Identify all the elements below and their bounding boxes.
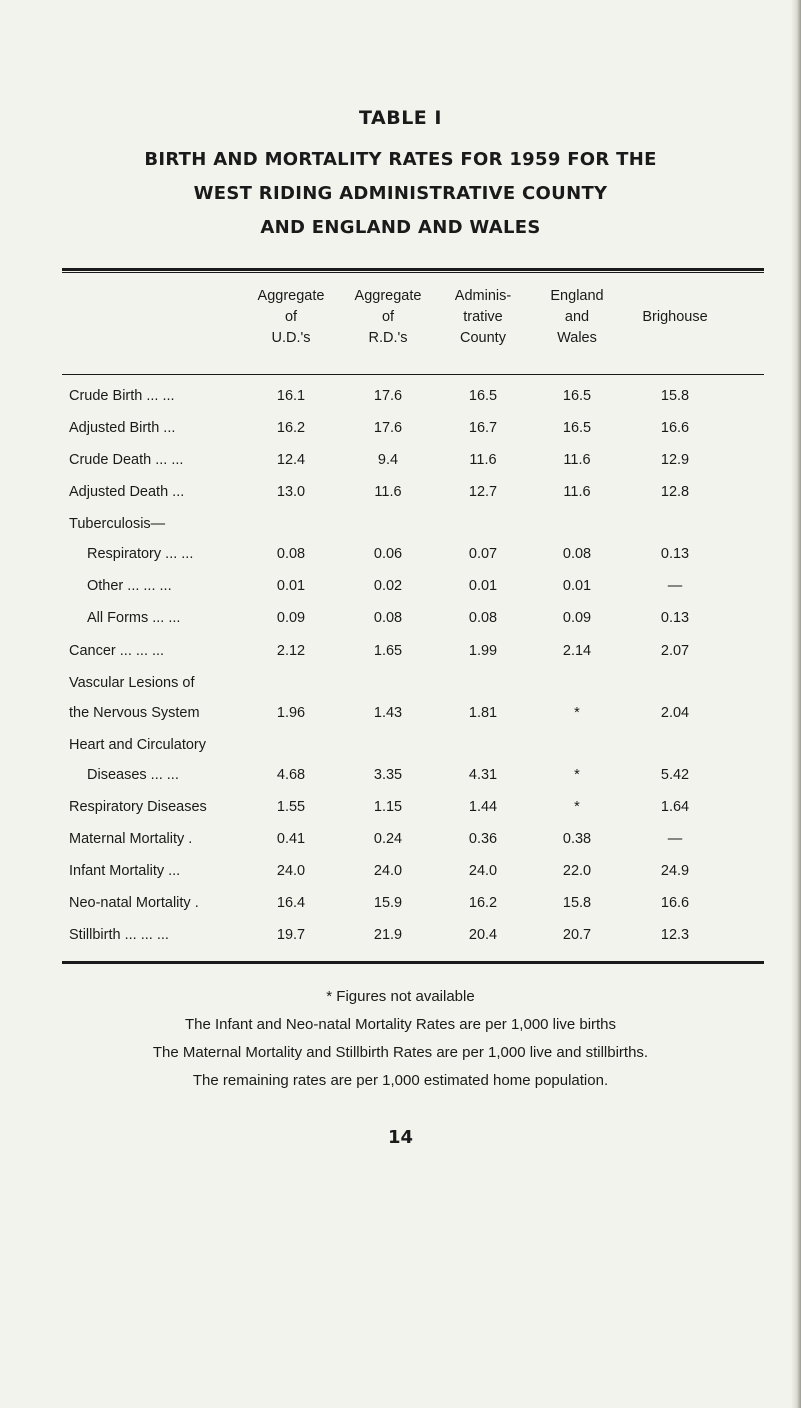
- table-cell: 16.5: [562, 420, 592, 436]
- table-cell: 12.8: [660, 484, 690, 500]
- table-cell: 11.6: [374, 484, 402, 500]
- table-cell: 12.4: [276, 452, 306, 468]
- table-cell: 15.8: [660, 388, 690, 404]
- row-label: Respiratory Diseases: [69, 799, 207, 815]
- row-label: Diseases ... ...: [87, 767, 179, 783]
- table-cell: 0.01: [562, 578, 592, 594]
- table-heading-line-1: BIRTH AND MORTALITY RATES FOR 1959 FOR THE: [144, 149, 657, 170]
- column-header-line: trative: [463, 309, 503, 325]
- table-cell: 5.42: [660, 767, 690, 783]
- table-cell: 16.6: [660, 420, 690, 436]
- column-header-1: [241, 286, 341, 349]
- table-cell: 0.07: [468, 546, 498, 562]
- table-cell: 24.9: [660, 863, 690, 879]
- table-cell: 21.9: [373, 927, 403, 943]
- table-row: [0, 610, 801, 632]
- table-cell: 24.0: [468, 863, 498, 879]
- table-cell: 0.08: [468, 610, 498, 626]
- column-header-line: Aggregate: [257, 288, 325, 304]
- table-cell: 1.65: [373, 643, 403, 659]
- table-cell: *: [574, 799, 580, 815]
- table-cell: 16.7: [468, 420, 498, 436]
- column-header-line: England: [550, 288, 604, 304]
- table-row: [0, 831, 801, 853]
- table-cell: 2.12: [276, 643, 306, 659]
- table-cell: 12.3: [660, 927, 690, 943]
- row-label: the Nervous System: [69, 705, 200, 721]
- table-cell: 1.43: [373, 705, 403, 721]
- table-cell: 1.81: [468, 705, 498, 721]
- table-cell: 0.06: [373, 546, 403, 562]
- column-header-line: of: [381, 309, 395, 325]
- table-cell: 1.64: [660, 799, 690, 815]
- table-cell: 11.6: [469, 452, 497, 468]
- table-cell: 16.2: [276, 420, 306, 436]
- header-divider-rule: [62, 374, 764, 375]
- table-cell: 0.41: [276, 831, 306, 847]
- table-cell: 0.13: [660, 546, 690, 562]
- column-header-line: County: [460, 330, 506, 346]
- table-cell: 0.36: [468, 831, 498, 847]
- table-cell: 1.99: [468, 643, 498, 659]
- table-cell: 9.4: [377, 452, 399, 468]
- table-cell: 24.0: [373, 863, 403, 879]
- table-row: [0, 452, 801, 474]
- column-header-3: [433, 286, 533, 349]
- table-row: [0, 484, 801, 506]
- table-cell: 19.7: [276, 927, 306, 943]
- table-title-block: [0, 107, 801, 245]
- row-label: Neo-natal Mortality .: [69, 895, 199, 911]
- table-row: [0, 643, 801, 665]
- footnote-remaining-rates: The remaining rates are per 1,000 estimated home population.: [192, 1072, 609, 1089]
- table-cell: 11.6: [563, 484, 591, 500]
- footnote-maternal-rates: The Maternal Mortality and Stillbirth Rates are per 1,000 live and stillbirths.: [152, 1044, 649, 1061]
- table-cell: 12.7: [468, 484, 498, 500]
- column-header-5: [625, 286, 725, 349]
- row-label: Crude Birth ... ...: [69, 388, 175, 404]
- table-cell: 22.0: [562, 863, 592, 879]
- table-cell: 2.04: [660, 705, 690, 721]
- column-header-line: Adminis-: [454, 288, 512, 304]
- table-cell: 4.31: [468, 767, 498, 783]
- table-cell: —: [667, 831, 683, 847]
- page-number: 14: [387, 1127, 414, 1148]
- table-cell: 16.4: [276, 895, 306, 911]
- table-top-rule-thin: [62, 272, 764, 273]
- table-row: [0, 895, 801, 917]
- table-row: [0, 737, 801, 759]
- table-cell: *: [574, 705, 580, 721]
- column-header-2: [338, 286, 438, 349]
- table-cell: 16.1: [276, 388, 306, 404]
- table-cell: 2.14: [562, 643, 592, 659]
- row-label: Heart and Circulatory: [69, 737, 206, 753]
- table-row: [0, 420, 801, 442]
- table-cell: 16.5: [468, 388, 498, 404]
- table-cell: 0.08: [276, 546, 306, 562]
- row-label: Vascular Lesions of: [69, 675, 195, 691]
- table-row: [0, 767, 801, 789]
- column-header-line: U.D.'s: [271, 330, 311, 346]
- table-cell: 12.9: [660, 452, 690, 468]
- table-cell: 0.09: [276, 610, 306, 626]
- table-cell: 16.6: [660, 895, 690, 911]
- table-cell: 17.6: [373, 420, 403, 436]
- table-bottom-rule: [62, 961, 764, 964]
- footnote-infant-rates: The Infant and Neo-natal Mortality Rates are per 1,000 live births: [184, 1016, 617, 1033]
- row-label: Crude Death ... ...: [69, 452, 184, 468]
- table-cell: 0.38: [562, 831, 592, 847]
- table-cell: 0.24: [373, 831, 403, 847]
- column-header-line: R.D.'s: [368, 330, 408, 346]
- table-cell: *: [574, 767, 580, 783]
- row-label: Cancer ... ... ...: [69, 643, 165, 659]
- table-cell: 0.09: [562, 610, 592, 626]
- table-cell: 0.08: [373, 610, 403, 626]
- row-label: Adjusted Death ...: [69, 484, 185, 500]
- table-top-rule: [62, 268, 764, 271]
- table-cell: —: [667, 578, 683, 594]
- footnote-not-available: * Figures not available: [326, 988, 475, 1005]
- table-row: [0, 705, 801, 727]
- column-header-line: Wales: [557, 330, 597, 346]
- table-row: [0, 388, 801, 410]
- column-header-line: Aggregate: [354, 288, 422, 304]
- column-header-4: [527, 286, 627, 349]
- table-cell: 0.13: [660, 610, 690, 626]
- column-header-line: of: [284, 309, 298, 325]
- table-row: [0, 516, 801, 538]
- table-row: [0, 578, 801, 600]
- table-heading-line-3: AND ENGLAND AND WALES: [260, 217, 541, 238]
- row-label: Infant Mortality ...: [69, 863, 181, 879]
- table-cell: 1.55: [276, 799, 306, 815]
- column-header-line: and: [564, 309, 590, 325]
- page-edge-shadow: [791, 0, 801, 1408]
- row-label: Stillbirth ... ... ...: [69, 927, 169, 943]
- table-cell: 3.35: [373, 767, 403, 783]
- table-cell: 16.2: [468, 895, 498, 911]
- table-cell: 2.07: [660, 643, 690, 659]
- table-cell: 11.6: [563, 452, 591, 468]
- table-cell: 20.7: [562, 927, 592, 943]
- row-label: Other ... ... ...: [87, 578, 172, 594]
- column-header-line: [625, 286, 725, 307]
- table-row: [0, 863, 801, 885]
- table-cell: 4.68: [276, 767, 306, 783]
- table-cell: 15.9: [373, 895, 403, 911]
- table-cell: 1.96: [276, 705, 306, 721]
- table-cell: 0.01: [468, 578, 498, 594]
- table-cell: 13.0: [276, 484, 306, 500]
- table-cell: 1.15: [373, 799, 403, 815]
- table-row: [0, 799, 801, 821]
- row-label: All Forms ... ...: [87, 610, 181, 626]
- row-label: Adjusted Birth ...: [69, 420, 176, 436]
- row-label: Respiratory ... ...: [87, 546, 194, 562]
- table-heading-line-2: WEST RIDING ADMINISTRATIVE COUNTY: [193, 183, 608, 204]
- table-cell: 20.4: [468, 927, 498, 943]
- table-cell: 0.02: [373, 578, 403, 594]
- table-row: [0, 675, 801, 697]
- table-cell: 0.01: [276, 578, 306, 594]
- table-cell: 0.08: [562, 546, 592, 562]
- table-cell: 15.8: [562, 895, 592, 911]
- table-row: [0, 927, 801, 949]
- table-number: TABLE I: [359, 107, 442, 129]
- row-label: Maternal Mortality .: [69, 831, 193, 847]
- table-cell: 1.44: [468, 799, 498, 815]
- column-header-line: [625, 328, 725, 349]
- column-header-line: Brighouse: [642, 309, 708, 325]
- table-cell: 17.6: [373, 388, 403, 404]
- table-cell: 16.5: [562, 388, 592, 404]
- row-label: Tuberculosis—: [69, 516, 166, 532]
- table-cell: 24.0: [276, 863, 306, 879]
- table-row: [0, 546, 801, 568]
